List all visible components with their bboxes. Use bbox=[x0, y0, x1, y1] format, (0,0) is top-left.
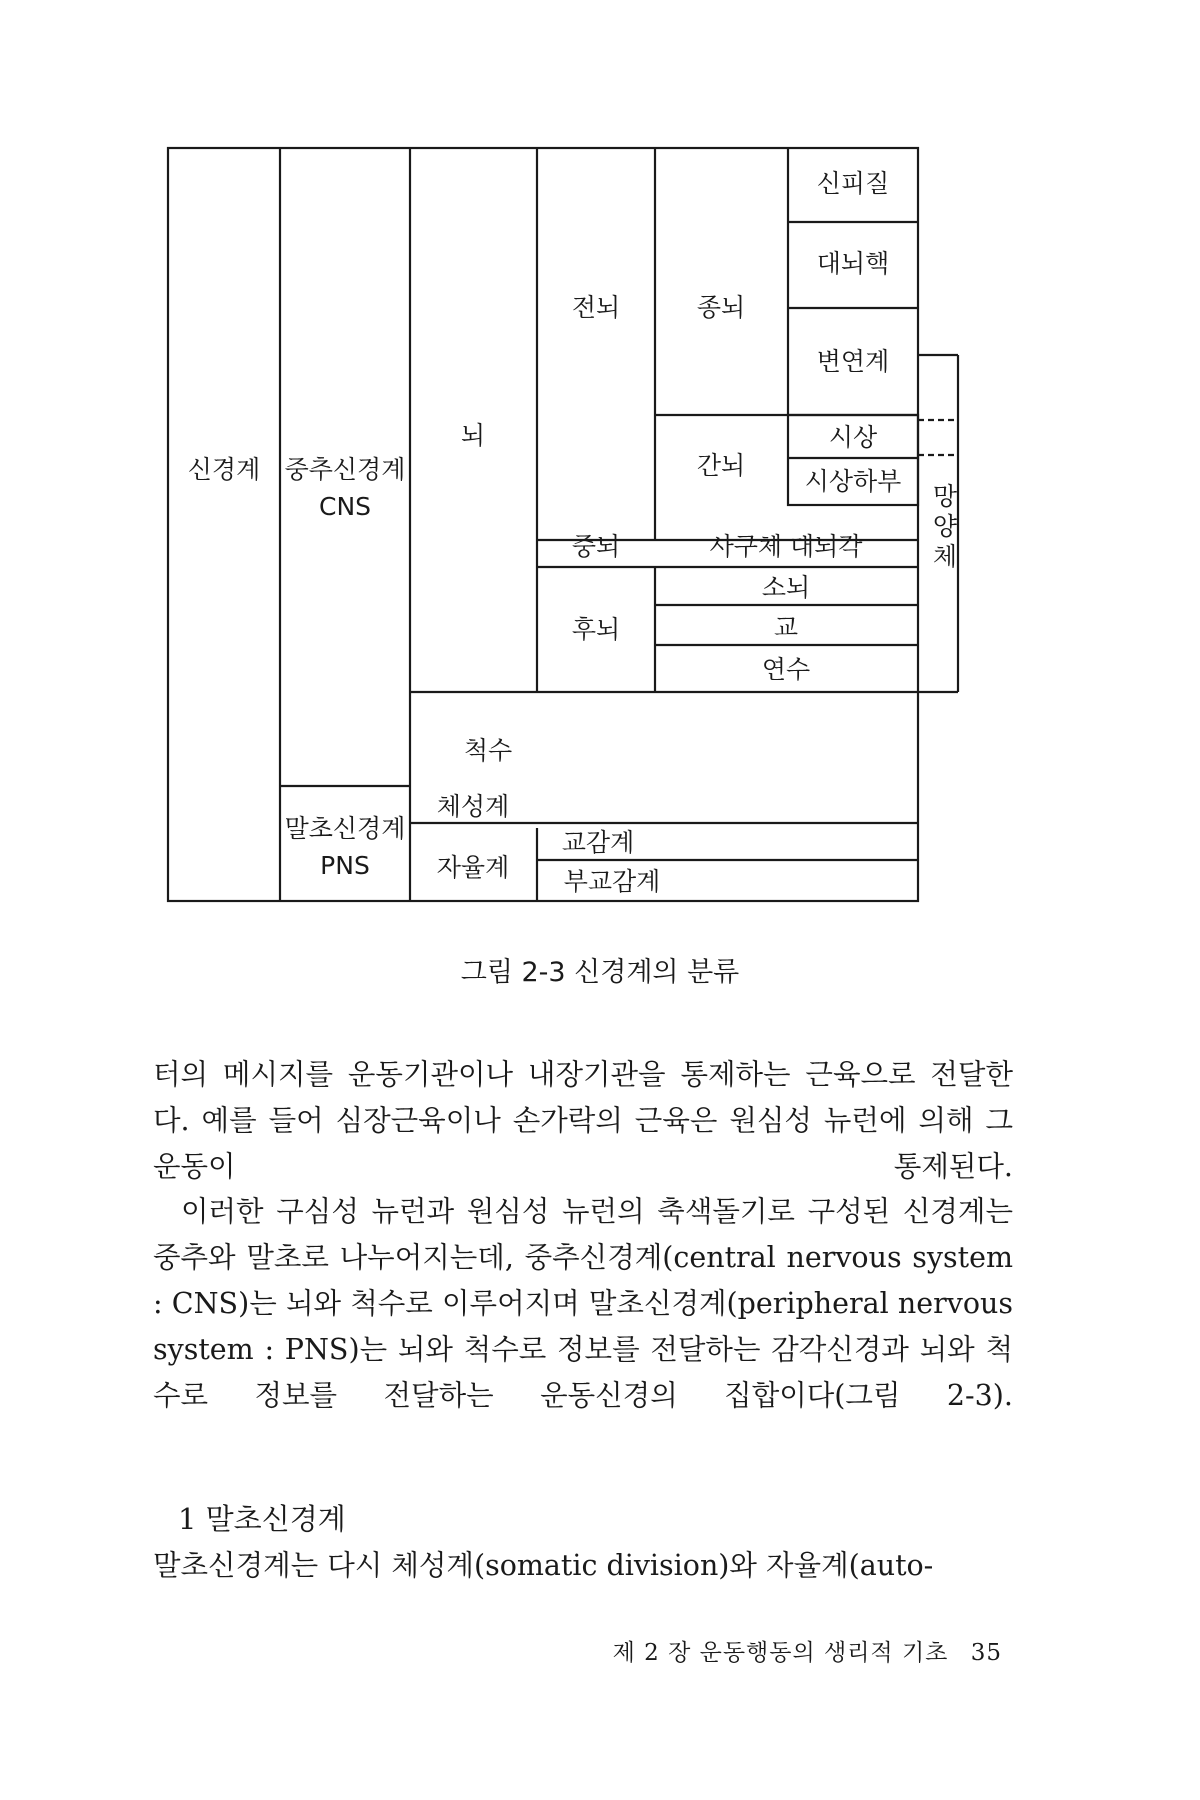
label-nervous-system: 신경계 bbox=[187, 455, 261, 484]
label-reticular-formation bbox=[933, 482, 958, 571]
label-forebrain: 전뇌 bbox=[571, 293, 621, 322]
label-medulla: 연수 bbox=[761, 655, 811, 684]
label-basal-nuclei: 대뇌핵 bbox=[816, 249, 890, 278]
label-diencephalon: 간뇌 bbox=[696, 451, 746, 480]
reticular-formation-char: 체 bbox=[932, 542, 958, 571]
label-hindbrain: 후뇌 bbox=[571, 615, 621, 644]
reticular-formation-char: 망 bbox=[932, 482, 958, 511]
label-autonomic: 자율계 bbox=[436, 853, 510, 882]
label-cerebral-cortex: 신피질 bbox=[816, 169, 890, 198]
label-spinal-cord: 척수 bbox=[463, 736, 513, 765]
label-brain: 뇌 bbox=[460, 421, 486, 450]
section-heading: 1 말초신경계 bbox=[178, 1502, 346, 1536]
label-pns: 말초신경계 bbox=[284, 814, 406, 843]
paragraph-2: 이러한 구심성 뉴런과 원심성 뉴런의 축색돌기로 구성된 신경계는 중추와 말초로 나누어지는데, 중추신경계(central nervous system : CNS)는 뇌와 척수로 이루어지며 말초신경계(peripheral nervous system : PNS)는 뇌와 척수로 정보를 전달하는 감각신경과 뇌와 척수로 정보를 전달하는 운동신경의 집합이다(그림 2-3). bbox=[153, 1195, 1013, 1412]
label-cns: 중추신경계 bbox=[284, 455, 406, 484]
page-footer bbox=[613, 1634, 1002, 1667]
label-limbic-system: 변연계 bbox=[816, 347, 890, 376]
label-somatic: 체성계 bbox=[436, 792, 510, 821]
reticular-formation-char: 양 bbox=[932, 512, 958, 541]
label-hypothalamus: 시상하부 bbox=[804, 467, 902, 496]
label-cns-abbr: CNS bbox=[318, 492, 372, 521]
label-sympathetic: 교감계 bbox=[561, 828, 635, 857]
label-midbrain-parts: 사구체 대뇌각 bbox=[709, 532, 863, 561]
label-pns-abbr: PNS bbox=[320, 851, 370, 880]
label-pons: 교 bbox=[773, 613, 799, 642]
label-telencephalon: 종뇌 bbox=[696, 293, 746, 322]
figure-caption: 그림 2-3 신경계의 분류 bbox=[460, 957, 740, 988]
label-thalamus: 시상 bbox=[828, 423, 878, 452]
page-number: 35 bbox=[970, 1640, 1002, 1666]
label-cerebellum: 소뇌 bbox=[761, 573, 811, 602]
running-head: 제 2 장 운동행동의 생리적 기초 bbox=[612, 1640, 949, 1666]
paragraph-1: 터의 메시지를 운동기관이나 내장기관을 통제하는 근육으로 전달한 다. 예를 들어 심장근육이나 손가락의 근육은 원심성 뉴런에 의해 그 운동이 통제된다. bbox=[153, 1058, 1013, 1183]
paragraph-3: 말초신경계는 다시 체성계(somatic division)와 자율계(auto- bbox=[153, 1549, 934, 1582]
label-midbrain: 중뇌 bbox=[571, 532, 621, 561]
label-parasympathetic: 부교감계 bbox=[563, 867, 661, 896]
